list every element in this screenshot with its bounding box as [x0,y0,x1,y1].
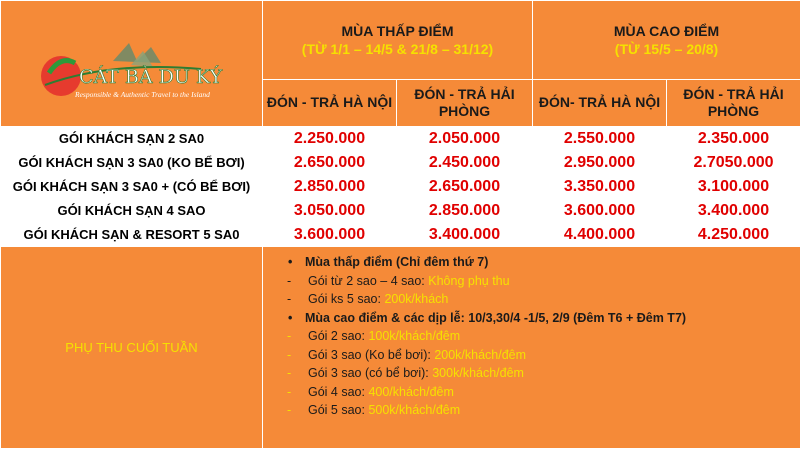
high-season-dates: (TỪ 15/5 – 20/8) [614,40,719,57]
high-season-surcharge [263,309,800,328]
item-text: Gói 4 sao: [308,384,369,399]
logo-graphic [1,1,263,126]
route-header: ĐÓN- TRẢ HÀ NỘI [533,79,667,126]
route-header: ĐÓN - TRẢ HẢI PHÒNG [667,79,800,126]
low-season-name: MÙA THẤP ĐIỂM [341,22,454,39]
price-cell: 2.250.000 [263,127,397,151]
price-cell: 2.550.000 [533,127,667,151]
item-text: Gói 3 sao (có bể bơi): [308,366,433,380]
surcharge-notes [263,247,800,449]
price-cell: 2.450.000 [397,151,533,175]
logo-tagline: Responsible & Authentic Travel to the Island [75,90,210,99]
bullet-icon: • [288,255,293,269]
high-season-surcharge-title: Mùa cao điểm & các dịp lễ: 10/3,30/4 -1/5, 2/9 (Đêm T6 + Đêm T7) [305,310,687,325]
logo [1,1,263,127]
list-item [263,364,800,383]
item-text: Gói 5 sao: [308,403,369,417]
logo-text: CÁT BÀ DU KÝ [79,66,223,88]
price-cell: 2.7050.000 [667,151,800,175]
high-season-header [533,1,800,80]
item-text: Gói 3 sao (Ko bể bơi): [308,347,435,362]
price-cell: 2.050.000 [397,127,533,151]
item-value: 200k/khách [384,292,449,306]
list-item [263,290,800,309]
price-cell: 4.400.000 [533,223,667,247]
list-item [263,346,800,365]
bullet-icon: • [288,310,293,325]
item-value: 200k/khách/đêm [434,347,527,362]
dash-icon: - [287,384,292,399]
dash-icon: - [287,403,292,417]
package-name: GÓI KHÁCH SẠN & RESORT 5 SA0 [1,223,263,247]
item-text: Gói ks 5 sao: [308,292,385,306]
price-cell: 2.650.000 [397,175,533,199]
table-row [1,175,800,199]
price-cell: 2.850.000 [397,199,533,223]
table-row [1,127,800,151]
price-cell: 3.350.000 [533,175,667,199]
item-text: Gói 2 sao: [308,329,369,343]
table-row [1,199,800,223]
dash-icon: - [287,347,292,362]
list-item [263,327,800,346]
price-cell: 2.350.000 [667,127,800,151]
surcharge-label: PHỤ THU CUỐI TUẦN [1,247,263,449]
low-season-header [263,1,533,80]
route-header: ĐÓN - TRẢ HÀ NỘI [263,79,397,126]
item-value: 100k/khách/đêm [368,329,461,343]
dash-icon: - [287,273,292,288]
table-row [1,223,800,247]
item-text: Gói từ 2 sao – 4 sao: [308,273,429,288]
list-item [263,401,800,420]
item-value: 500k/khách/đêm [368,403,461,417]
price-cell: 3.400.000 [667,199,800,223]
price-cell: 3.600.000 [263,223,397,247]
price-cell: 2.850.000 [263,175,397,199]
package-name: GÓI KHÁCH SẠN 2 SA0 [1,127,263,151]
low-season-dates: (TỪ 1/1 – 14/5 & 21/8 – 31/12) [301,40,494,57]
package-name: GÓI KHÁCH SẠN 4 SAO [1,199,263,223]
package-name: GÓI KHÁCH SẠN 3 SA0 + (CÓ BỂ BƠI) [1,175,263,199]
table-row [1,151,800,175]
price-cell: 3.050.000 [263,199,397,223]
price-cell: 3.400.000 [397,223,533,247]
list-item [263,272,800,291]
dash-icon: - [287,366,292,380]
package-name: GÓI KHÁCH SẠN 3 SA0 (KO BỂ BƠI) [1,151,263,175]
low-season-surcharge-title: Mùa thấp điểm (Chỉ đêm thứ 7) [305,255,489,269]
price-cell: 2.650.000 [263,151,397,175]
low-season-surcharge [263,253,800,272]
route-header: ĐÓN - TRẢ HẢI PHÒNG [397,79,533,126]
price-cell: 3.100.000 [667,175,800,199]
price-cell: 2.950.000 [533,151,667,175]
price-cell: 4.250.000 [667,223,800,247]
item-value: 300k/khách/đêm [432,366,524,380]
dash-icon: - [287,292,292,306]
high-season-name: MÙA CAO ĐIỂM [613,22,720,39]
item-value: Không phụ thu [428,273,510,288]
item-value: 400/khách/đêm [368,384,454,399]
list-item [263,383,800,402]
dash-icon: - [287,329,292,343]
price-cell: 3.600.000 [533,199,667,223]
